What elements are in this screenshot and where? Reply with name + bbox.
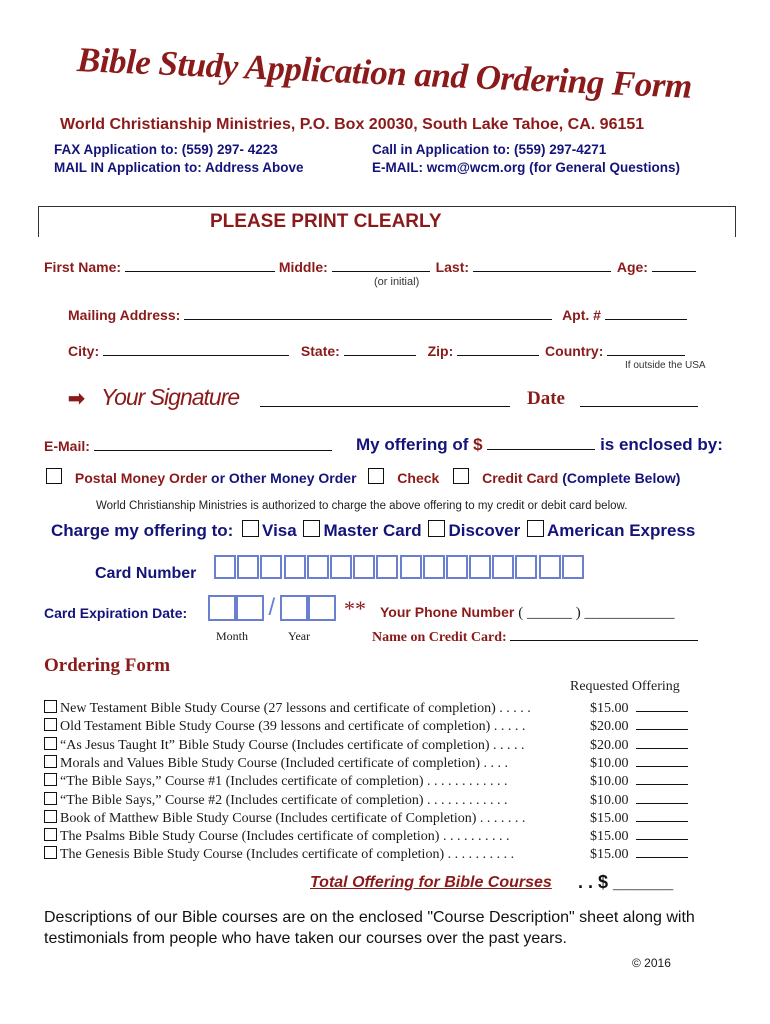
year-label: Year: [288, 629, 311, 643]
card-digit-box[interactable]: [539, 555, 561, 579]
signature-label: Your Signature: [101, 384, 240, 410]
ordering-form-heading: Ordering Form: [44, 655, 171, 676]
credit-card-checkbox[interactable]: [453, 468, 469, 484]
offering-label: My offering of: [356, 435, 469, 454]
expiration-field: [208, 594, 336, 622]
card-digit-box[interactable]: [423, 555, 445, 579]
name-on-card-row: [372, 628, 698, 646]
card-digit-box[interactable]: [376, 555, 398, 579]
if-outside-note: If outside the USA: [625, 360, 706, 371]
course-name: Morals and Values Bible Study Course (Included certificate of completion) . . . .: [60, 755, 509, 771]
course-checkbox[interactable]: [44, 792, 57, 805]
card-number-field[interactable]: [214, 555, 585, 584]
course-price-row: [590, 810, 688, 827]
date-field[interactable]: [580, 393, 698, 407]
course-name: New Testament Bible Study Course (27 lessons and certificate of completion) . . . . .: [60, 701, 531, 716]
course-price-row: [590, 755, 688, 772]
course-offering-field[interactable]: [636, 700, 688, 712]
course-price: $15.00: [590, 829, 629, 845]
course-price: $10.00: [590, 774, 629, 790]
address-row: [68, 307, 687, 323]
middle-label: Middle:: [278, 259, 328, 275]
course-description-note: Descriptions of our Bible courses are on the enclosed "Course Description" sheet along with testimonials from people who have taken our courses over the past years.: [44, 909, 695, 947]
city-row: [68, 343, 685, 359]
course-row: [44, 828, 509, 845]
course-price: $10.00: [590, 792, 629, 808]
course-checkbox[interactable]: [44, 846, 57, 859]
course-name: Book of Matthew Bible Study Course (Includes certificate of Completion) . . . . . . .: [60, 810, 526, 826]
course-name: The Psalms Bible Study Course (Includes certificate of completion) . . . . . . . . . .: [60, 829, 510, 845]
charge-row: [51, 520, 695, 541]
expiration-label: Card Expiration Date:: [44, 605, 188, 621]
course-price-row: [590, 846, 688, 863]
total-field[interactable]: . . $ ______: [578, 872, 674, 892]
call-line: Call in Application to: (559) 297-4271: [372, 142, 607, 157]
course-row: [44, 810, 525, 827]
course-price-row: [590, 700, 688, 717]
card-digit-box[interactable]: [237, 555, 259, 579]
course-offering-field[interactable]: [636, 737, 688, 749]
state-field[interactable]: [344, 343, 416, 356]
visa-checkbox[interactable]: [242, 520, 259, 537]
copyright: © 2016: [632, 956, 671, 970]
course-price-row: [590, 792, 688, 809]
mailing-address-field[interactable]: [184, 307, 552, 320]
course-price: $10.00: [590, 755, 629, 771]
card-digit-box[interactable]: [492, 555, 514, 579]
master-card-checkbox[interactable]: [303, 520, 320, 537]
discover-checkbox[interactable]: [428, 520, 445, 537]
course-price: $15.00: [590, 847, 629, 863]
visa-label: Visa: [262, 521, 297, 540]
country-field[interactable]: [607, 343, 685, 356]
total-row: [310, 874, 552, 892]
exp-month-box[interactable]: [236, 595, 264, 621]
exp-slash: /: [268, 594, 276, 621]
card-digit-box[interactable]: [562, 555, 584, 579]
card-digit-box[interactable]: [284, 555, 306, 579]
check-checkbox[interactable]: [368, 468, 384, 484]
course-price: $20.00: [590, 737, 629, 753]
course-price-row: [590, 718, 688, 735]
middle-field[interactable]: [332, 259, 430, 272]
exp-month-box[interactable]: [208, 595, 236, 621]
authorization-note: World Christianship Ministries is authorized to charge the above offering to my credit or debit card below.: [96, 500, 628, 512]
exp-year-box[interactable]: [308, 595, 336, 621]
age-field[interactable]: [652, 259, 696, 272]
or-initial-note: (or initial): [374, 276, 420, 288]
postal-money-order-checkbox[interactable]: [46, 468, 62, 484]
state-label: State:: [300, 343, 340, 359]
phone-field[interactable]: ( ______ ) ____________: [518, 605, 675, 621]
city-label: City:: [68, 343, 100, 359]
discover-label: Discover: [448, 521, 521, 540]
course-row: [44, 700, 531, 717]
course-price: $20.00: [590, 719, 629, 735]
other-money-order-label: or Other Money Order: [207, 470, 357, 486]
email-field[interactable]: [94, 438, 332, 451]
american-express-label: American Express: [547, 521, 696, 540]
check-label: Check: [397, 470, 440, 486]
course-checkbox[interactable]: [44, 773, 57, 786]
phone-row: [380, 604, 674, 622]
course-checkbox[interactable]: [44, 737, 57, 750]
course-offering-field[interactable]: [636, 718, 688, 730]
offering-amount-field[interactable]: [487, 435, 595, 450]
form-title: Bible Study Application and Ordering Form: [76, 40, 693, 106]
card-digit-box[interactable]: [400, 555, 422, 579]
fax-line: FAX Application to: (559) 297- 4223: [54, 142, 278, 157]
last-field[interactable]: [473, 259, 611, 272]
organization-address: World Christianship Ministries, P.O. Box 20030, South Lake Tahoe, CA. 96151: [60, 116, 645, 133]
master-card-label: Master Card: [323, 521, 422, 540]
zip-label: Zip:: [427, 343, 454, 359]
age-label: Age:: [616, 259, 648, 275]
country-label: Country:: [545, 343, 604, 359]
card-digit-box[interactable]: [515, 555, 537, 579]
course-price: $15.00: [590, 701, 629, 716]
course-offering-field[interactable]: [636, 755, 688, 767]
credit-card-label: Credit Card: [482, 470, 559, 486]
course-checkbox[interactable]: [44, 810, 57, 823]
exp-year-box[interactable]: [280, 595, 308, 621]
mail-line: MAIL IN Application to: Address Above: [54, 160, 304, 175]
month-label: Month: [216, 629, 249, 643]
email-contact-line: E-MAIL: wcm@wcm.org (for General Questions): [372, 160, 680, 175]
course-name: The Genesis Bible Study Course (Includes certificate of completion) . . . . . . . . . .: [60, 847, 515, 863]
course-offering-field[interactable]: [636, 828, 688, 840]
course-offering-field[interactable]: [636, 846, 688, 858]
course-price-row: [590, 828, 688, 845]
card-digit-box[interactable]: [446, 555, 468, 579]
course-price-row: [590, 773, 688, 790]
course-row: [44, 718, 525, 735]
card-digit-box[interactable]: [469, 555, 491, 579]
card-digit-box[interactable]: [353, 555, 375, 579]
card-digit-box[interactable]: [307, 555, 329, 579]
city-field[interactable]: [103, 343, 289, 356]
course-offering-field[interactable]: [636, 810, 688, 822]
signature-field[interactable]: [260, 392, 510, 407]
american-express-checkbox[interactable]: [527, 520, 544, 537]
arrow-right-icon: ➡: [68, 388, 85, 410]
name-on-card-field[interactable]: [510, 628, 698, 641]
card-number-label: Card Number: [95, 565, 197, 582]
apt-label: Apt. #: [562, 307, 601, 323]
payment-method-row: [46, 468, 680, 486]
mailing-address-label: Mailing Address:: [68, 307, 181, 323]
course-row: [44, 737, 525, 754]
name-on-card-label: Name on Credit Card:: [372, 630, 507, 645]
course-row: [44, 846, 514, 863]
phone-label: Your Phone Number: [380, 604, 515, 620]
course-offering-field[interactable]: [636, 773, 688, 785]
zip-field[interactable]: [457, 343, 539, 356]
course-name: Old Testament Bible Study Course (39 lessons and certificate of completion) . . . . .: [60, 719, 526, 735]
offering-row: [356, 435, 723, 455]
dollar-sign: $: [473, 435, 483, 454]
requested-offering-header: Requested Offering: [570, 679, 680, 694]
course-checkbox[interactable]: [44, 718, 57, 731]
apt-field[interactable]: [605, 307, 687, 320]
card-digit-box[interactable]: [330, 555, 352, 579]
enclosed-label: is enclosed by:: [600, 435, 723, 454]
date-label: Date: [527, 388, 565, 409]
course-offering-field[interactable]: [636, 792, 688, 804]
course-row: [44, 755, 508, 772]
name-row: [44, 259, 696, 275]
total-label: Total Offering for Bible Courses: [310, 874, 552, 891]
first-name-label: First Name:: [44, 259, 122, 275]
last-label: Last:: [435, 259, 470, 275]
course-price-row: [590, 737, 688, 754]
card-digit-box[interactable]: [260, 555, 282, 579]
email-row: [44, 438, 332, 454]
course-name: “As Jesus Taught It” Bible Study Course (Includes certificate of completion) . . . . .: [60, 737, 525, 753]
course-checkbox[interactable]: [44, 700, 57, 713]
first-name-field[interactable]: [125, 259, 275, 272]
email-label: E-Mail:: [44, 438, 90, 454]
double-asterisk: **: [344, 596, 366, 621]
complete-below-label: (Complete Below): [558, 470, 681, 486]
course-checkbox[interactable]: [44, 755, 57, 768]
course-name: “The Bible Says,” Course #2 (Includes certificate of completion) . . . . . . . . . . . .: [60, 792, 508, 808]
postal-money-order-label: Postal Money Order: [74, 470, 208, 486]
course-price: $15.00: [590, 810, 629, 826]
course-name: “The Bible Says,” Course #1 (Includes certificate of completion) . . . . . . . . . . . .: [60, 774, 508, 790]
course-row: [44, 792, 508, 809]
charge-to-label: Charge my offering to:: [51, 521, 234, 540]
print-clearly-heading: PLEASE PRINT CLEARLY: [210, 211, 442, 232]
card-digit-box[interactable]: [214, 555, 236, 579]
course-row: [44, 773, 508, 790]
course-checkbox[interactable]: [44, 828, 57, 841]
